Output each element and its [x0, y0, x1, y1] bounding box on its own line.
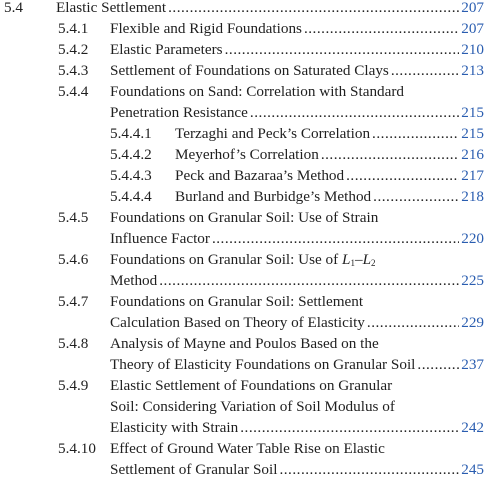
section-number: 5.4.4.4: [110, 188, 152, 205]
section-number: 5.4.4.1: [110, 125, 152, 142]
l-symbol: L: [342, 251, 351, 268]
dot-leader: [372, 123, 459, 144]
section-title: Foundations on Sand: Correlation with Standard: [110, 83, 405, 100]
section-title: Elastic Settlement: [56, 0, 167, 16]
section-number: 5.4.8: [58, 335, 89, 352]
section-title-line: [110, 228, 484, 249]
dot-leader: [304, 18, 459, 39]
l-symbol: L: [362, 251, 372, 268]
dot-leader: [168, 0, 459, 18]
section-title-line: [110, 417, 484, 438]
section-title-line: [110, 459, 484, 480]
section-title-line: [110, 333, 484, 354]
section-title-line: [110, 81, 484, 102]
section-number: 5.4.3: [58, 62, 89, 79]
dot-leader: [212, 228, 459, 249]
dot-leader: [373, 186, 459, 207]
toc-entry-5-4-5: [0, 207, 484, 228]
toc-entry-5-4-4-2: [0, 144, 484, 165]
section-title-line: [110, 291, 484, 312]
section-title: Analysis of Mayne and Poulos Based on the: [110, 335, 379, 352]
section-number: 5.4.4: [58, 83, 89, 100]
dot-leader: [240, 417, 459, 438]
section-title: Peck and Bazaraa’s Method: [175, 167, 345, 184]
toc-entry-5-4-10-continued: [0, 459, 484, 480]
page-link[interactable]: 229: [461, 314, 484, 331]
section-title: Calculation Based on Theory of Elasticity: [110, 314, 365, 331]
section-number: 5.4.4.3: [110, 167, 152, 184]
page-link[interactable]: 245: [461, 461, 484, 478]
section-title-line: [110, 354, 484, 375]
section-title-line: [110, 396, 484, 417]
section-number: 5.4.10: [58, 440, 96, 457]
section-number: 5.4.9: [58, 377, 89, 394]
section-title-line: [56, 0, 484, 18]
page-link[interactable]: 216: [461, 146, 484, 163]
section-title-line: [110, 60, 484, 81]
section-number: 5.4.2: [58, 41, 89, 58]
section-title: Settlement of Foundations on Saturated Clays: [110, 62, 389, 79]
section-title: Influence Factor: [110, 230, 210, 247]
toc-entry-5-4-7-continued: [0, 312, 484, 333]
dot-leader: [279, 459, 459, 480]
dot-leader: [367, 312, 459, 333]
section-title-line: [110, 438, 484, 459]
section-title: Settlement of Granular Soil: [110, 461, 278, 478]
page-link[interactable]: 217: [461, 167, 484, 184]
dot-leader: [159, 270, 459, 291]
section-title: Terzaghi and Peck’s Correlation: [175, 125, 371, 142]
section-title: Elastic Parameters: [110, 41, 223, 58]
dot-leader: [250, 102, 459, 123]
section-title: Foundations on Granular Soil: Use of Strain: [110, 209, 379, 226]
section-title: Soil: Considering Variation of Soil Modulus of: [110, 398, 395, 415]
dot-leader: [391, 60, 459, 81]
dot-leader: [417, 354, 459, 375]
dot-leader: [225, 39, 460, 60]
section-title: Effect of Ground Water Table Rise on Elastic: [110, 440, 385, 457]
page-link[interactable]: 207: [461, 0, 484, 16]
toc-entry-5-4-9-continued: [0, 396, 484, 417]
page-link[interactable]: 242: [461, 419, 484, 436]
toc-entry-5-4-9: [0, 375, 484, 396]
dot-leader: [321, 144, 459, 165]
section-title-line: [110, 207, 484, 228]
toc-entry-5-4-8-continued: [0, 354, 484, 375]
toc-entry-5-4-4-3: [0, 165, 484, 186]
section-title: Theory of Elasticity Foundations on Granular Soil: [110, 356, 416, 373]
section-number: 5.4.6: [58, 251, 89, 268]
section-title: Foundations on Granular Soil: Settlement: [110, 293, 364, 310]
section-title: Burland and Burbidge’s Method: [175, 188, 372, 205]
toc-entry-5-4-7: [0, 291, 484, 312]
section-title-line: [175, 186, 484, 207]
toc-entry-5-4-5-continued: [0, 228, 484, 249]
toc-entry-5-4-10: [0, 438, 484, 459]
page-link[interactable]: 213: [461, 62, 484, 79]
toc-entry-5-4-8: [0, 333, 484, 354]
page-link[interactable]: 215: [461, 125, 484, 142]
section-title-line: [110, 39, 484, 60]
section-title-line: [175, 123, 484, 144]
section-title-line: [175, 165, 484, 186]
section-title-line: [110, 375, 484, 396]
dot-leader: [346, 165, 459, 186]
section-title-line: [175, 144, 484, 165]
section-title-prefix: Foundations on Granular Soil: Use of: [110, 251, 343, 268]
section-title: Meyerhof’s Correlation: [175, 146, 319, 163]
section-title: Penetration Resistance: [110, 104, 248, 121]
page-link[interactable]: 237: [461, 356, 484, 373]
dash: –: [354, 251, 363, 268]
section-title-line: [110, 312, 484, 333]
section-title: Elastic Settlement of Foundations on Granular: [110, 377, 393, 394]
toc-entry-5-4: [0, 0, 484, 18]
toc-entry-5-4-9-continued: [0, 417, 484, 438]
subscript-1: 1: [350, 258, 355, 268]
section-title: Elasticity with Strain: [110, 419, 239, 436]
toc-entry-5-4-2: [0, 39, 484, 60]
toc-entry-5-4-6-continued: [0, 270, 484, 291]
toc-entry-5-4-4-4: [0, 186, 484, 207]
page-link[interactable]: 218: [461, 188, 484, 205]
toc-entry-5-4-4: [0, 81, 484, 102]
page-link[interactable]: 220: [461, 230, 484, 247]
toc-entry-5-4-4-continued: [0, 102, 484, 123]
section-number: 5.4.1: [58, 20, 89, 37]
section-title: Method: [110, 272, 158, 289]
page-link[interactable]: 210: [461, 41, 484, 58]
toc-entry-5-4-1: [0, 18, 484, 39]
section-title-line: [110, 18, 484, 39]
section-number: 5.4.7: [58, 293, 89, 310]
subscript-2: 2: [371, 258, 376, 268]
section-title-line: [110, 102, 484, 123]
section-number: 5.4: [4, 0, 23, 16]
toc-entry-5-4-4-1: [0, 123, 484, 144]
section-title: Flexible and Rigid Foundations: [110, 20, 302, 37]
page-link[interactable]: 215: [461, 104, 484, 121]
section-number: 5.4.4.2: [110, 146, 152, 163]
section-title-line: [110, 270, 484, 291]
page-link[interactable]: 225: [461, 272, 484, 289]
section-number: 5.4.5: [58, 209, 89, 226]
toc-entry-5-4-6: [0, 249, 484, 270]
page-link[interactable]: 207: [461, 20, 484, 37]
toc-entry-5-4-3: [0, 60, 484, 81]
